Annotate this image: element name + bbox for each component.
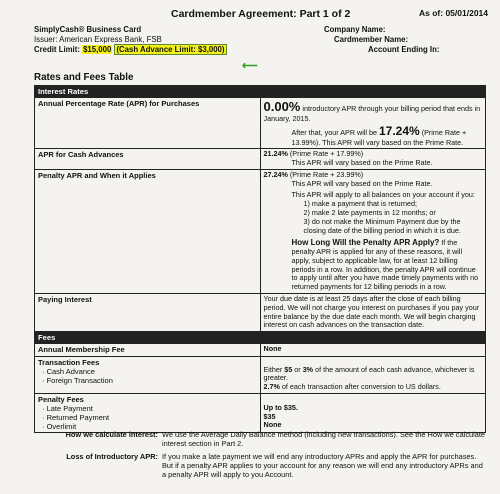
highlight-arrow-icon: ⟵: [242, 60, 258, 72]
cash-rate: 21.24%: [263, 149, 288, 159]
credit-limit-label: Credit Limit:: [34, 44, 80, 54]
returned-payment-fee: $35: [263, 411, 276, 421]
penalty-how-question: How Long Will the Penalty APR Apply?: [291, 238, 440, 248]
transaction-fees-values: [260, 356, 486, 393]
credit-limit-line: [34, 45, 227, 55]
cash-vary-text: This APR will vary based on the Prime Rate.: [291, 158, 433, 168]
interest-rates-band: Interest Rates: [35, 86, 486, 98]
table-row: [35, 344, 486, 356]
account-info: [324, 25, 439, 54]
fees-band: Fees: [35, 332, 486, 344]
penalty-rate-desc: (Prime Rate + 23.99%): [289, 169, 364, 179]
table-row: [35, 149, 486, 170]
interest-calc-text: We use the Average Daily Balance method (including new transactions). See the How we calculate interest section in Part 2.: [162, 430, 486, 449]
cardmember-name-label: Cardmember Name:: [334, 34, 409, 44]
purchase-intro-text: introductory APR through your billing period that ends in January, 2015.: [263, 104, 481, 124]
penalty-apply-intro: This APR will apply to all balances on your account if you:: [291, 190, 475, 200]
purchase-apr-label: Annual Percentage Rate (APR) for Purchases: [35, 98, 261, 149]
cash-adv-fee-desc: of the amount of each cash advance, whichever is greater.: [263, 364, 475, 383]
penalty-apr-cell: [260, 169, 486, 293]
cash-adv-fee-text: Either: [263, 364, 283, 374]
table-row: [35, 169, 486, 293]
table-row: [35, 393, 486, 433]
list-item: · Overlimit: [42, 422, 77, 432]
credit-limit-value: $15,000: [83, 44, 112, 54]
annual-fee-value: None: [260, 344, 486, 356]
company-name-label: Company Name:: [324, 25, 386, 34]
cash-adv-fee-min: $5: [284, 364, 293, 374]
penalty-how-text: If the penalty APR is applied for any of these reasons, it will apply, subject to applicable law, for at least 12 billing periods in a row. In addition, the penalty APR will continue to apply until after you have made timely payments with no returned payments for 12 billing periods in a row.: [291, 238, 479, 292]
cash-adv-fee-pct: 3%: [302, 364, 314, 374]
table-row: [35, 294, 486, 332]
purchase-after-rate: 17.24%: [379, 123, 420, 138]
paying-interest-label: Paying Interest: [35, 294, 261, 332]
rates-table-title: Rates and Fees Table: [34, 72, 134, 83]
penalty-fees-label: Penalty Fees: [38, 394, 84, 404]
agreement-page: [28, 0, 490, 494]
document-title: Cardmember Agreement: Part 1 of 2: [171, 8, 351, 20]
table-row: [35, 356, 486, 393]
paying-interest-text: Your due date is at least 25 days after the close of each billing period. We will not charge you interest on purchases if you pay your entire balance by the due date each month. We will begin charging interest on cash advances on the transaction date.: [260, 294, 486, 332]
overlimit-fee: None: [263, 420, 282, 430]
penalty-fees-values: [260, 393, 486, 433]
purchase-intro-rate: 0.00%: [263, 99, 301, 115]
list-item: · Late Payment: [42, 404, 93, 414]
list-item: · Foreign Transaction: [42, 375, 113, 385]
account-ending-label: Account Ending In:: [368, 44, 440, 54]
penalty-vary-text: This APR will vary based on the Prime Rate.: [291, 178, 433, 188]
list-item: · Cash Advance: [42, 366, 95, 376]
cash-advance-limit: (Cash Advance Limit: $3,000): [116, 44, 225, 54]
transaction-fees-cell: [35, 356, 261, 393]
table-row: [35, 98, 486, 149]
transaction-fees-label: Transaction Fees: [38, 357, 100, 367]
list-item: 1) make a payment that is returned;: [303, 199, 417, 209]
purchase-after-text: After that, your APR will be: [291, 127, 377, 137]
intro-apr-loss-label: Loss of Introductory APR:: [66, 452, 158, 461]
as-of-date: As of: 05/01/2014: [419, 8, 488, 18]
penalty-fees-cell: [35, 393, 261, 433]
cash-rate-desc: (Prime Rate + 17.99%): [289, 149, 364, 159]
intro-apr-loss-text: If you make a late payment we will end any introductory APRs and apply the APR for purchases. But if a penalty APR applies to your account for any reason we will end any introductory APRs and a penalty APR will apply to you Account.: [162, 452, 483, 480]
foreign-fee-pct: 2.7%: [263, 382, 280, 392]
purchase-apr-cell: [260, 98, 486, 149]
foreign-fee-desc: of each transaction after conversion to US dollars.: [281, 382, 441, 392]
list-item: 2) make 2 late payments in 12 months; or: [303, 207, 436, 217]
cash-apr-cell: [260, 149, 486, 170]
product-name: SimplyCash® Business Card: [34, 25, 142, 34]
annual-fee-label: Annual Membership Fee: [35, 344, 261, 356]
interest-calc-label: How we calculate interest:: [65, 430, 158, 439]
list-item: 3) do not make the Minimum Payment due by the closing date of the billing period in which it is due.: [303, 216, 461, 235]
issuer: Issuer: American Express Bank, FSB: [34, 34, 162, 44]
late-payment-fee: Up to $35.: [263, 402, 298, 412]
rates-fees-table: [34, 85, 486, 433]
cash-apr-label: APR for Cash Advances: [35, 149, 261, 170]
cash-adv-fee-or: or: [294, 364, 301, 374]
penalty-rate: 27.24%: [263, 169, 288, 179]
purchase-after-desc: (Prime Rate + 13.99%). This APR will vary based on the Prime Rate.: [291, 127, 467, 147]
card-info: [34, 25, 227, 54]
penalty-apr-label: Penalty APR and When it Applies: [35, 169, 261, 293]
list-item: · Returned Payment: [42, 413, 110, 423]
